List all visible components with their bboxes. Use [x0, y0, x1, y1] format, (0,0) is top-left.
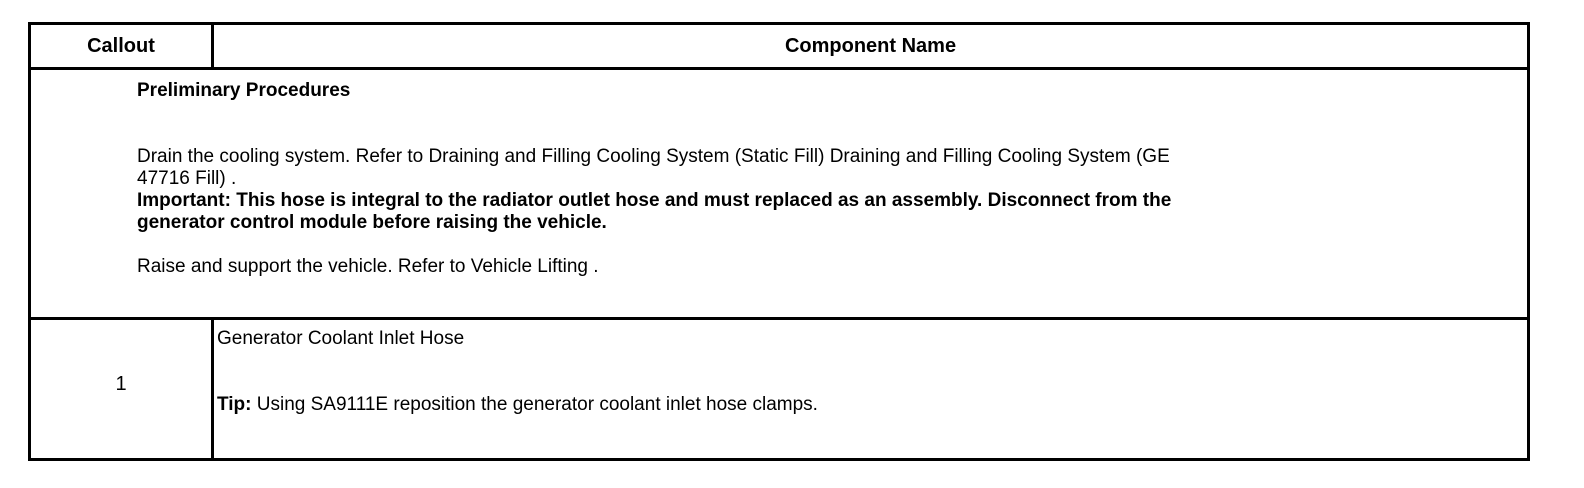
header-callout: Callout [31, 25, 214, 67]
header-component-name: Component Name [784, 34, 957, 57]
preliminary-step-drain [137, 146, 1527, 190]
tip-text [217, 394, 1527, 416]
component-cell [214, 320, 1527, 458]
procedure-table [28, 22, 1530, 461]
tip-body: Using SA9111E reposition the generator coolant inlet hose clamps. [251, 394, 818, 415]
important-note-line1: Important: This hose is integral to the radiator outlet hose and must replaced as an assembly. Disconnect from the [137, 190, 1172, 211]
preliminary-step-drain-line2: 47716 Fill) . [137, 168, 237, 189]
component-name: Generator Coolant Inlet Hose [217, 328, 465, 349]
preliminary-step-raise: Raise and support the vehicle. Refer to Vehicle Lifting . [137, 256, 599, 277]
callout-number: 1 [31, 320, 214, 458]
preliminary-title: Preliminary Procedures [137, 80, 351, 101]
table-row [31, 317, 1527, 458]
preliminary-step-drain-line1: Drain the cooling system. Refer to Draining and Filling Cooling System (Static Fill) Draining and Filling Cooling System (GE [137, 146, 1170, 167]
important-note-line2: generator control module before raising the vehicle. [137, 212, 607, 233]
tip-label: Tip: [217, 394, 252, 415]
preliminary-procedures-row [31, 67, 1527, 317]
table-header-row [31, 25, 1527, 67]
important-note [137, 190, 1527, 234]
